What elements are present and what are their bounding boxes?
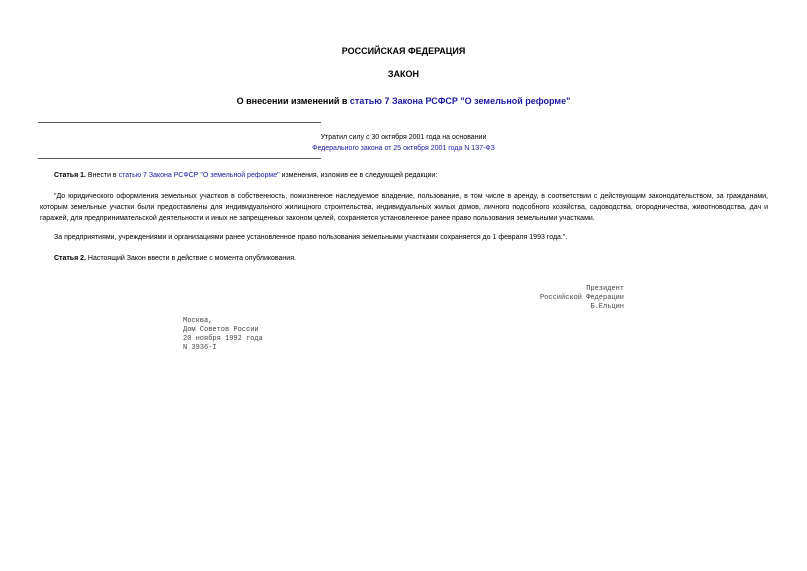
amended-text-second-paragraph: За предприятиями, учреждениями и организациями ранее установленное право пользования земельными участками сохраняется до 1 февраля 1993 года.". — [54, 234, 568, 241]
article-2-label: Статья 2. — [54, 255, 86, 262]
signing-date: 20 ноября 1992 года — [183, 335, 263, 343]
signature-title: Президент — [586, 285, 624, 293]
country-heading: РОССИЙСКАЯ ФЕДЕРАЦИЯ — [341, 46, 466, 56]
article-2-paragraph — [40, 253, 768, 264]
signature-country: Российской Федерации — [539, 294, 624, 302]
article-1-link[interactable]: статью 7 Закона РСФСР "О земельной реформе" — [118, 172, 280, 179]
place-date-block — [183, 317, 263, 353]
signature-name: Б.Ельцин — [590, 303, 624, 311]
place-building: Дом Советов России — [183, 326, 259, 334]
repealing-law-link[interactable]: Федерального закона от 25 октября 2001 года N 137-ФЗ — [312, 145, 495, 152]
divider-bottom — [38, 158, 321, 159]
document-type-heading: ЗАКОН — [387, 69, 420, 79]
amended-text-paragraph: "До юридического оформления земельных участков в собственность, пожизненное наследуемое владение, пользование, в том числе в аренду, в соответствии с действующим законодательством, за гражданами, которым земельные участки были предоставлены для индивидуального жилищного строительства, индивидуальных жилых домов, личного подсобного хозяйства, садоводства, огородничества, животноводства, дач и гаражей, для предпринимательской деятельности и иных не запрещенных законом целей, сохраняется установленное ранее право пользования земельными участками. — [40, 193, 768, 222]
article-2-text: Настоящий Закон ввести в действие с момента опубликования. — [85, 255, 296, 262]
status-note-text: Утратил силу с 30 октября 2001 года на основании — [320, 134, 487, 141]
law-title — [0, 96, 807, 106]
law-title-prefix: О внесении изменений в — [236, 96, 350, 106]
article-1-text-after: изменения, изложив ее в следующей редакции: — [279, 172, 438, 179]
article-1-label: Статья 1. — [54, 172, 86, 179]
signature-block — [540, 285, 624, 312]
article-1-paragraph — [40, 170, 768, 181]
divider-top — [38, 122, 321, 123]
status-note-link-line — [0, 145, 807, 152]
law-number: N 3936-I — [183, 344, 217, 352]
article-1-text-before: Внести в — [85, 172, 119, 179]
law-title-link[interactable]: статью 7 Закона РСФСР "О земельной реформе" — [349, 96, 571, 106]
place-city: Москва, — [183, 317, 213, 325]
